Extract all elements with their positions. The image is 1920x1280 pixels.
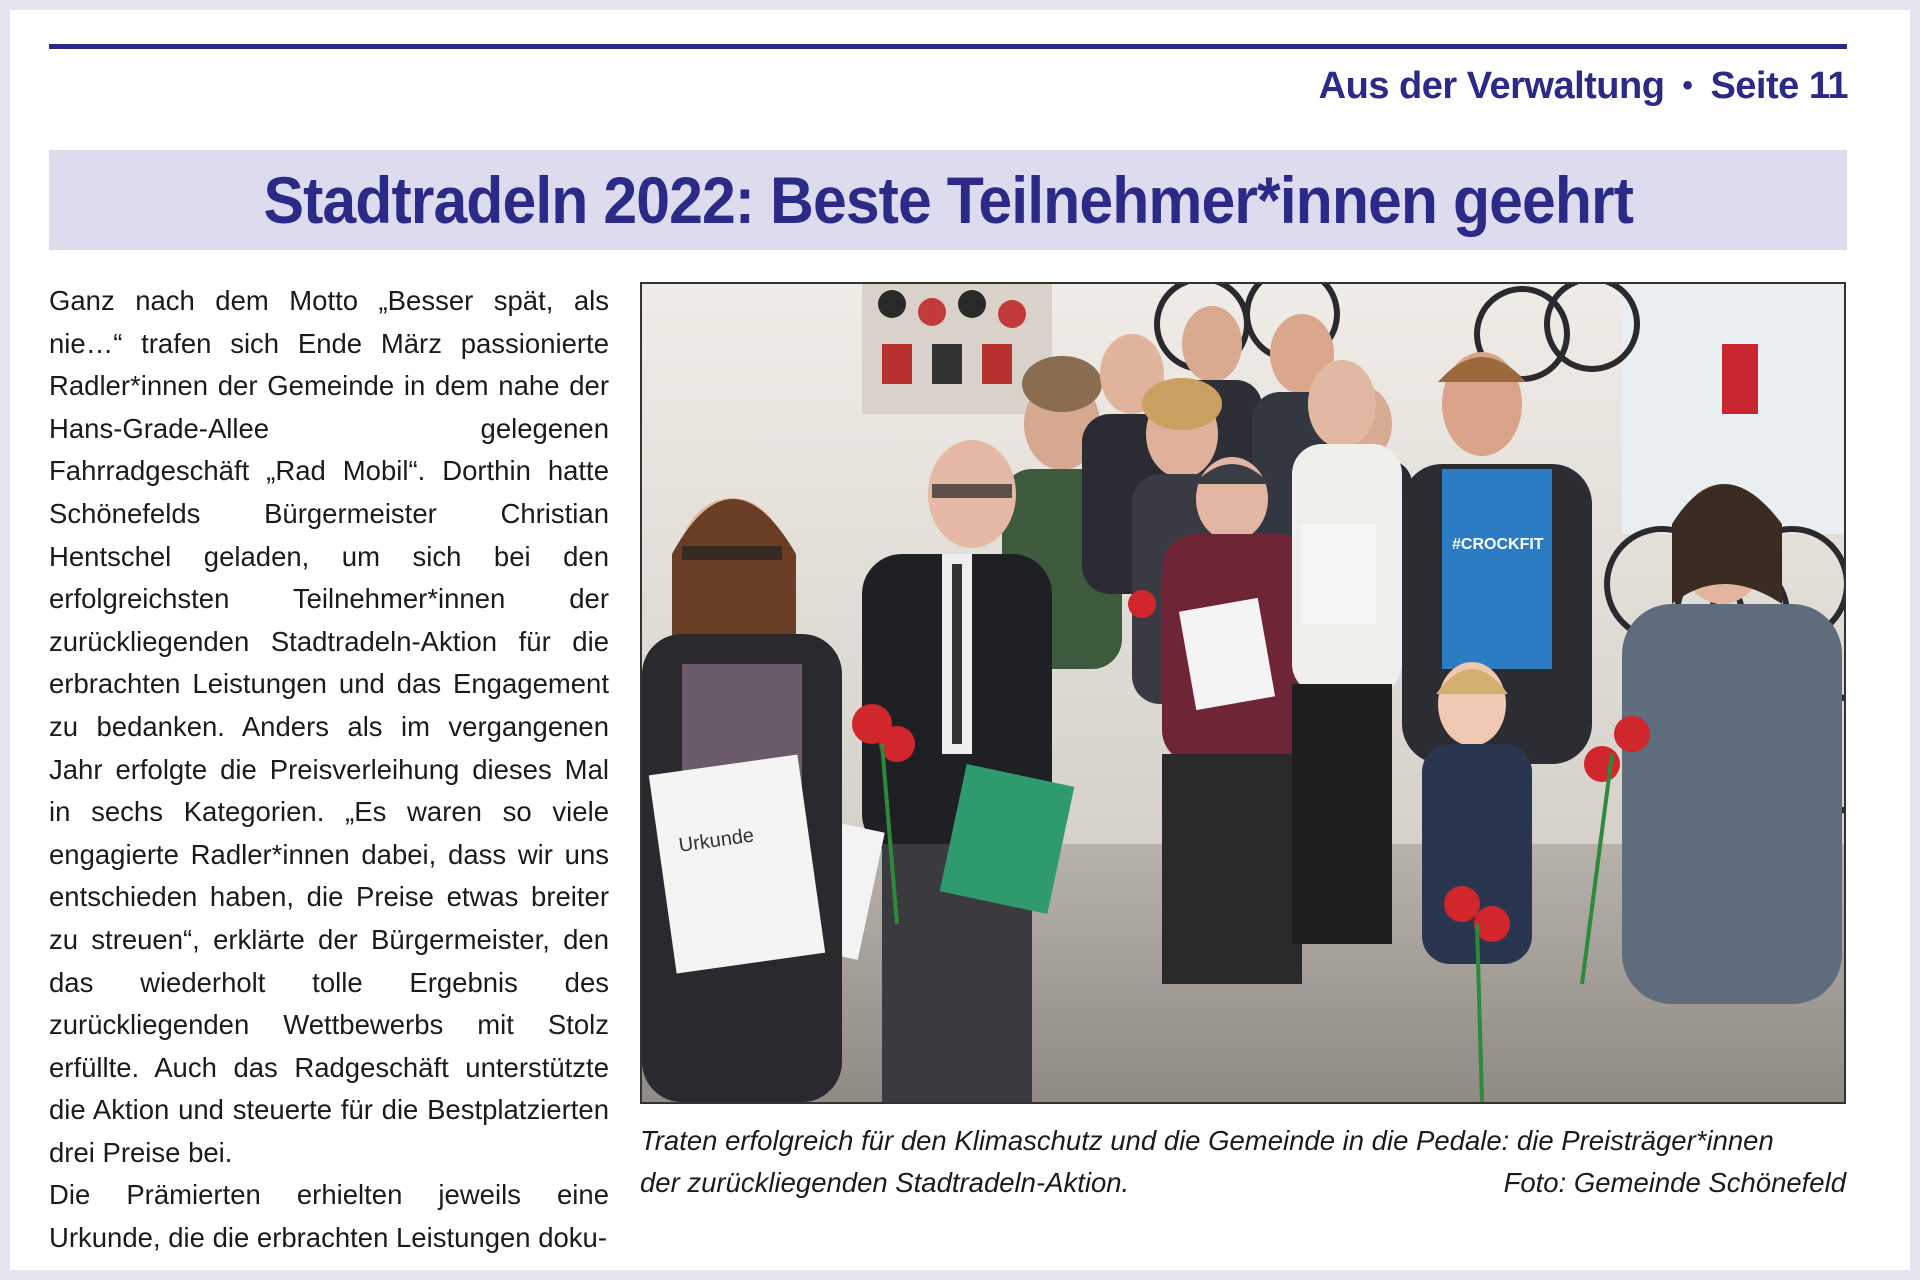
article-title: Stadtradeln 2022: Beste Teilnehmer*innen geehrt bbox=[263, 163, 1633, 237]
caption-line-row bbox=[640, 1162, 1846, 1204]
page-header bbox=[1319, 60, 1848, 112]
photo-caption bbox=[640, 1120, 1846, 1204]
newspaper-page bbox=[10, 10, 1910, 1270]
article-paragraph: Ganz nach dem Motto „Besser spät, als nie…“ trafen sich Ende März passionierte Radler*innen der Gemeinde in dem nahe der Hans-Grade-Allee gelegenen Fahrradgeschäft „Rad Mobil“. Dorthin hatte Schönefelds Bürgermeister Christian Hentschel geladen, um sich bei den erfolgreichsten Teilnehmer*innen der zurückliegenden Stadtradeln-Aktion für die erbrachten Leistungen und das Engagement zu bedanken. Anders als im vergangenen Jahr erfolgte die Preisverleihung dieses Mal in sechs Kategorien. „Es waren so viele engagierte Radler*innen dabei, dass wir uns entschieden haben, die Preise etwas breiter zu streuen“, erklärte der Bürgermeister, den das wiederholt tolle Ergebnis des zurückliegenden Wettbewerbs mit Stolz erfüllte. Auch das Radgeschäft unterstützte die Aktion und steuerte für die Bestplatzierten drei Preise bei. bbox=[49, 285, 609, 1168]
photo-illustration bbox=[642, 284, 1844, 1102]
header-separator: • bbox=[1682, 69, 1693, 102]
top-rule bbox=[49, 44, 1847, 49]
shirt-print: #CROCKFIT bbox=[1452, 536, 1544, 553]
photo-credit: Foto: Gemeinde Schönefeld bbox=[1503, 1167, 1846, 1198]
article-paragraph: Die Prämierten erhielten jeweils eine Urkunde, die die erbrachten Leistungen doku- bbox=[49, 1179, 609, 1254]
article-photo bbox=[640, 282, 1846, 1104]
section-name: Aus der Verwaltung bbox=[1318, 64, 1665, 107]
title-bar bbox=[49, 150, 1847, 250]
caption-line: der zurückliegenden Stadtradeln-Aktion. bbox=[640, 1167, 1130, 1198]
certificate-label: Urkunde bbox=[677, 824, 756, 857]
article-body bbox=[49, 280, 609, 1260]
page-number: Seite 11 bbox=[1710, 64, 1848, 107]
caption-line: Traten erfolgreich für den Klimaschutz und die Gemeinde in die Pedale: die Preisträger*innen bbox=[640, 1125, 1774, 1156]
